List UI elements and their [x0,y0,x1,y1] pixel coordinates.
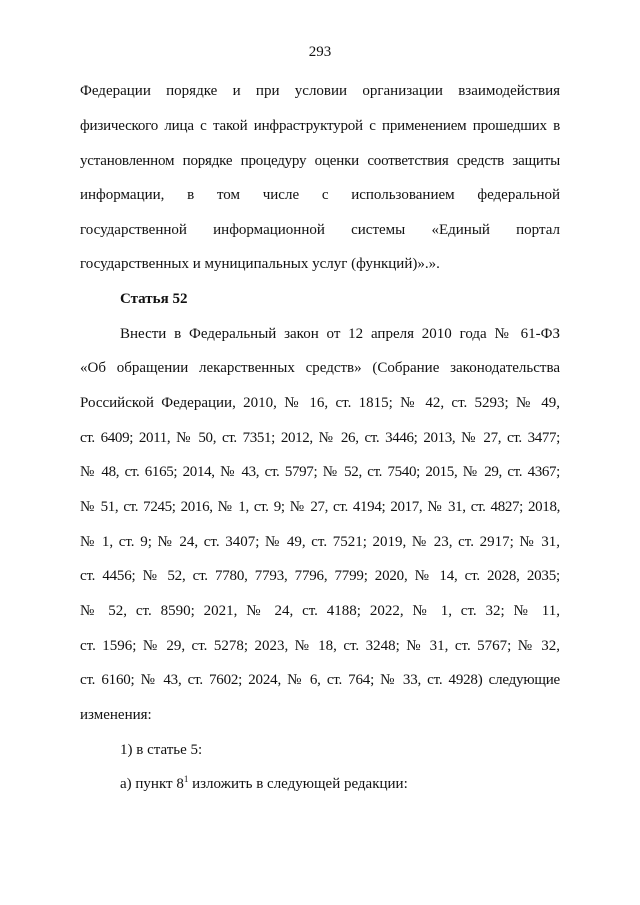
text-line: ст. 6160; № 43, ст. 7602; 2024, № 6, ст. 764; № 33, ст. 4928) следующие [80,672,560,688]
text-line: ст. 6409; 2011, № 50, ст. 7351; 2012, № 26, ст. 3446; 2013, № 27, ст. 3477; [80,430,560,446]
text-line: ст. 1596; № 29, ст. 5278; 2023, № 18, ст. 3248; № 31, ст. 5767; № 32, [80,638,560,654]
text-line: № 48, ст. 6165; 2014, № 43, ст. 5797; № 52, ст. 7540; 2015, № 29, ст. 4367; [80,464,560,480]
list-item-prefix: а) пункт 8 [120,776,184,792]
text-line: № 51, ст. 7245; 2016, № 1, ст. 9; № 27, ст. 4194; 2017, № 31, ст. 4827; 2018, [80,499,560,515]
superscript: 1 [183,774,189,784]
text-line: государственной информационной системы «Единый портал [80,222,560,238]
text-line: № 52, ст. 8590; 2021, № 24, ст. 4188; 2022, № 1, ст. 32; № 11, [80,603,560,619]
text-line: Федерации порядке и при условии организации взаимодействия [80,83,560,99]
text-line: «Об обращении лекарственных средств» (Собрание законодательства [80,360,560,376]
text-line: Внести в Федеральный закон от 12 апреля 2010 года № 61-ФЗ [120,326,560,342]
text-line: изменения: [80,707,152,723]
text-line: физического лица с такой инфраструктурой с применением прошедших в [80,118,560,134]
text-line: информации, в том числе с использованием федеральной [80,187,560,203]
text-line: ст. 4456; № 52, ст. 7780, 7793, 7796, 7799; 2020, № 14, ст. 2028, 2035; [80,568,560,584]
page-number: 293 [308,44,332,60]
list-item-suffix: изложить в следующей редакции: [188,776,408,792]
list-item: 1) в статье 5: [120,742,203,758]
text-line: Российской Федерации, 2010, № 16, ст. 1815; № 42, ст. 5293; № 49, [80,395,560,411]
text-line: № 1, ст. 9; № 24, ст. 3407; № 49, ст. 7521; 2019, № 23, ст. 2917; № 31, [80,534,560,550]
text-line: государственных и муниципальных услуг (функций)».». [80,256,440,272]
article-heading: Статья 52 [120,291,188,307]
list-item [120,773,408,795]
text-line: установленном порядке процедуру оценки соответствия средств защиты [80,153,560,169]
